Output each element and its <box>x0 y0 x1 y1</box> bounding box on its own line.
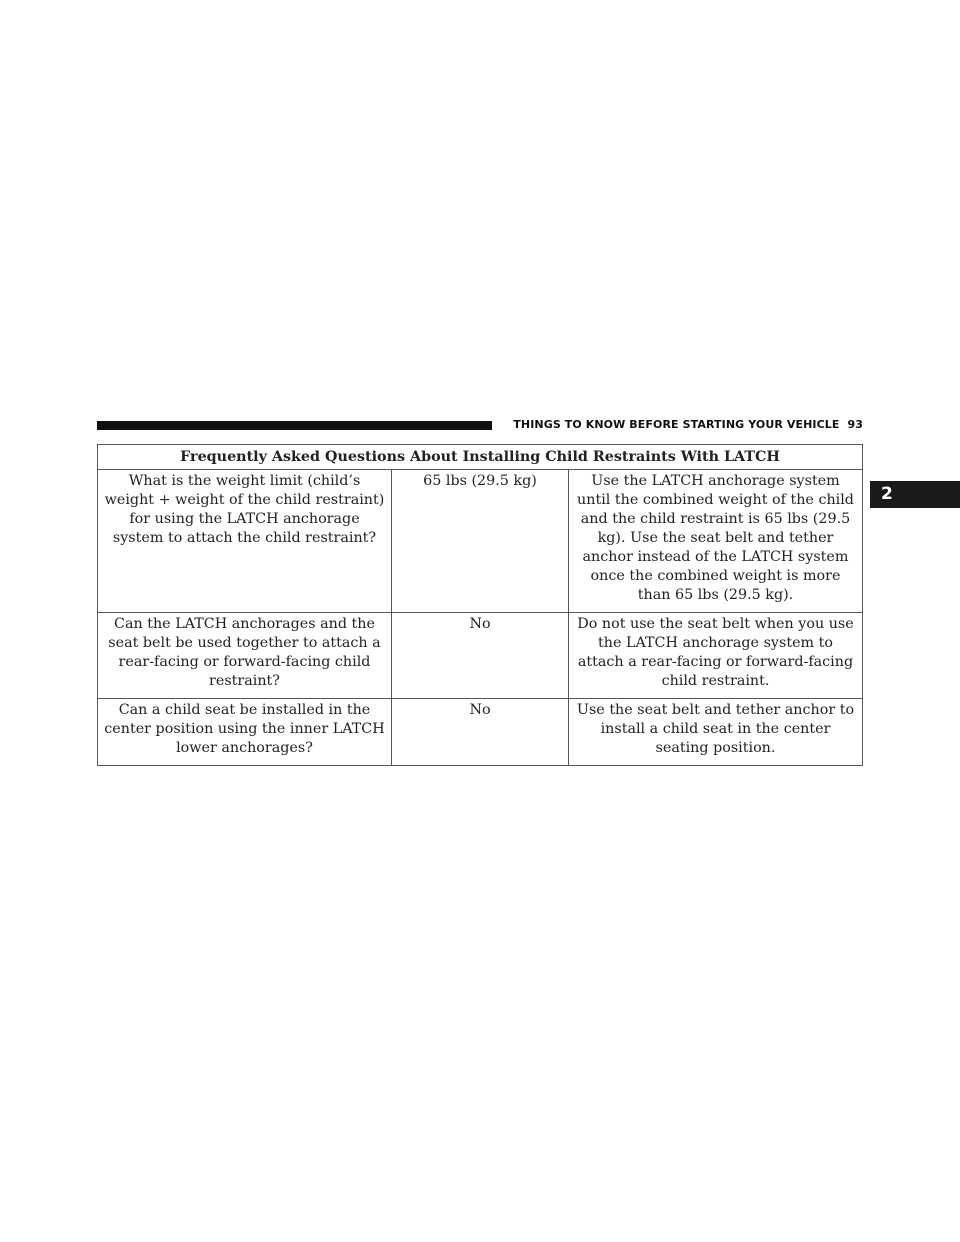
explanation-cell: Use the seat belt and tether anchor to install a child seat in the center seating position. <box>569 699 863 766</box>
explanation-cell: Do not use the seat belt when you use the LATCH anchorage system to attach a rear-facing or forward-facing child restraint. <box>569 613 863 699</box>
table-header-row <box>98 445 863 470</box>
header-rule-bar <box>97 421 492 430</box>
question-cell: What is the weight limit (child’s weight + weight of the child restraint) for using the LATCH anchorage system to attach the child restraint? <box>98 470 392 613</box>
section-title: THINGS TO KNOW BEFORE STARTING YOUR VEHICLE <box>513 418 840 431</box>
question-cell: Can a child seat be installed in the center position using the inner LATCH lower anchorages? <box>98 699 392 766</box>
chapter-tab: 2 <box>870 481 960 508</box>
explanation-cell: Use the LATCH anchorage system until the combined weight of the child and the child restraint is 65 lbs (29.5 kg). Use the seat belt and tether anchor instead of the LATCH system once the combined weight is more than 65 lbs (29.5 kg). <box>569 470 863 613</box>
table-row <box>98 699 863 766</box>
question-cell: Can the LATCH anchorages and the seat belt be used together to attach a rear-facing or forward-facing child restraint? <box>98 613 392 699</box>
faq-table <box>97 444 863 766</box>
answer-cell: 65 lbs (29.5 kg) <box>392 470 569 613</box>
table-row <box>98 613 863 699</box>
page-number: 93 <box>847 418 863 431</box>
answer-cell: No <box>392 613 569 699</box>
table-row <box>98 470 863 613</box>
answer-cell: No <box>392 699 569 766</box>
table-title: Frequently Asked Questions About Installing Child Restraints With LATCH <box>98 445 863 470</box>
running-header <box>506 418 863 431</box>
